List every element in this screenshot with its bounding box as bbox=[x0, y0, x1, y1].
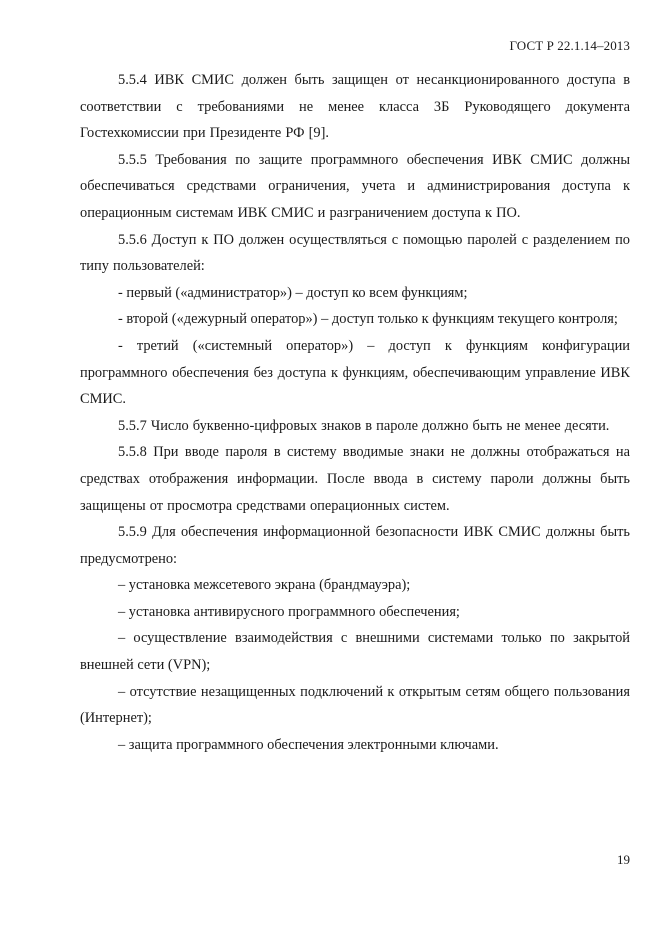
list-item-electronic-keys: – защита программного обеспечения электронными ключами. bbox=[118, 736, 499, 753]
clause-5-5-5: 5.5.5 Требования по защите программного обеспечения ИВК СМИС должны обеспечиваться средствами ограничения, учета и администрирования доступа к операционным системам ИВК СМИС и разграничением доступа к ПО. bbox=[80, 151, 630, 221]
clause-5-5-8: 5.5.8 При вводе пароля в систему вводимые знаки не должны отображаться на средствах отображения информации. После ввода в систему пароли должны быть защищены от просмотра средствами операционных систем. bbox=[80, 444, 630, 514]
clause-5-5-7: 5.5.7 Число буквенно-цифровых знаков в пароле должно быть не менее десяти. bbox=[118, 417, 610, 434]
list-item-no-internet: – отсутствие незащищенных подключений к открытым сетям общего пользования (Интернет); bbox=[80, 683, 630, 727]
clause-5-5-6: 5.5.6 Доступ к ПО должен осуществляться с помощью паролей с разделением по типу пользователей: bbox=[80, 231, 630, 275]
document-header: ГОСТ Р 22.1.14–2013 bbox=[509, 38, 630, 53]
document-body bbox=[80, 67, 630, 758]
list-item-vpn: – осуществление взаимодействия с внешними системами только по закрытой внешней сети (VPN); bbox=[80, 630, 630, 674]
list-item-user-first: - первый («администратор») – доступ ко всем функциям; bbox=[118, 284, 468, 301]
clause-5-5-4: 5.5.4 ИВК СМИС должен быть защищен от несанкционированного доступа в соответствии с требованиями не менее класса 3Б Руководящего документа Гостехкомиссии при Президенте РФ [9]. bbox=[80, 72, 630, 142]
list-item-antivirus: – установка антивирусного программного обеспечения; bbox=[118, 603, 460, 620]
list-item-user-third: - третий («системный оператор») – доступ к функциям конфигурации программного обеспечения без доступа к функциям, обеспечивающим управление ИВК СМИС. bbox=[80, 337, 630, 408]
list-item-user-second: - второй («дежурный оператор») – доступ только к функциям текущего контроля; bbox=[118, 311, 618, 328]
page-number: 19 bbox=[617, 852, 630, 867]
list-item-firewall: – установка межсетевого экрана (брандмауэра); bbox=[118, 577, 411, 594]
clause-5-5-9: 5.5.9 Для обеспечения информационной безопасности ИВК СМИС должны быть предусмотрено: bbox=[80, 524, 630, 567]
